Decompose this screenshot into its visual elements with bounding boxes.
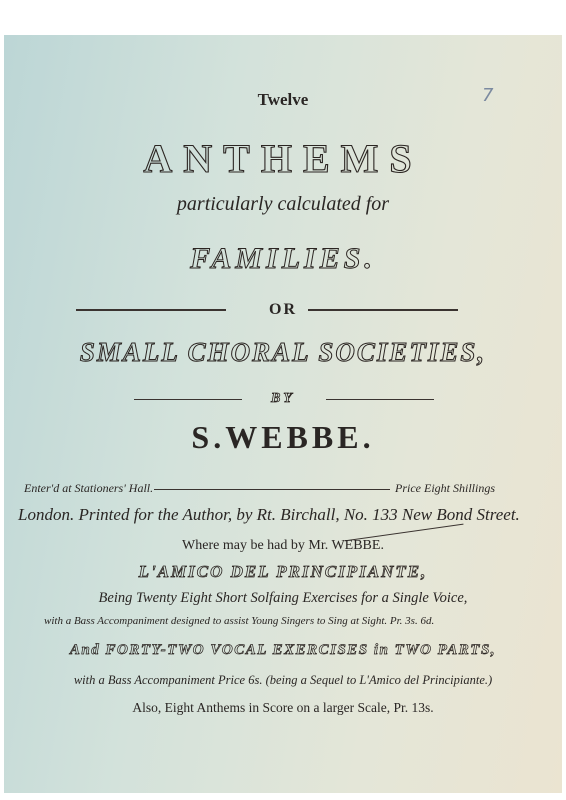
printer-imprint: London. Printed for the Author, by Rt. Birchall, No. 133 New Bond Street. [18, 505, 520, 524]
price-line: Price Eight Shillings [395, 481, 495, 495]
conjunction-or: OR [269, 301, 297, 318]
advert-forty-two: And FORTY-TWO VOCAL EXERCISES in TWO PARTS, [69, 642, 497, 658]
where-may-be-had: Where may be had by Mr. WEBBE. [182, 538, 384, 553]
entered-stationers-hall: Enter'd at Stationers' Hall. [24, 481, 154, 495]
advert-also-eight-anthems: Also, Eight Anthems in Score on a larger Scale, Pr. 13s. [132, 700, 434, 715]
page-number-mark: 7 [482, 85, 494, 106]
advert-amico-title: L'AMICO DEL PRINCIPIANTE, [138, 562, 428, 581]
right-rule-by [326, 399, 434, 400]
right-rule [308, 309, 458, 311]
title-page [4, 35, 562, 793]
title-anthems: ANTHEMS [143, 136, 423, 181]
title-particularly: particularly calculated for [176, 193, 390, 215]
imprint-rule [154, 489, 390, 490]
advert-twenty-eight: Being Twenty Eight Short Solfaing Exercises for a Single Voice, [98, 590, 468, 606]
advert-bass-accompaniment-2: with a Bass Accompaniment Price 6s. (being a Sequel to L'Amico del Principiante.) [73, 673, 493, 687]
by-line: BY [271, 391, 295, 406]
title-families: FAMILIES. [190, 242, 376, 275]
author-name: S.WEBBE. [191, 419, 375, 455]
advert-bass-accompaniment: with a Bass Accompaniment designed to assist Young Singers to Sing at Sight. Pr. 3s. 6d. [44, 615, 435, 627]
subtitle-small-choral-societies: SMALL CHORAL SOCIETIES, [79, 337, 487, 367]
title-twelve: Twelve [257, 90, 309, 109]
